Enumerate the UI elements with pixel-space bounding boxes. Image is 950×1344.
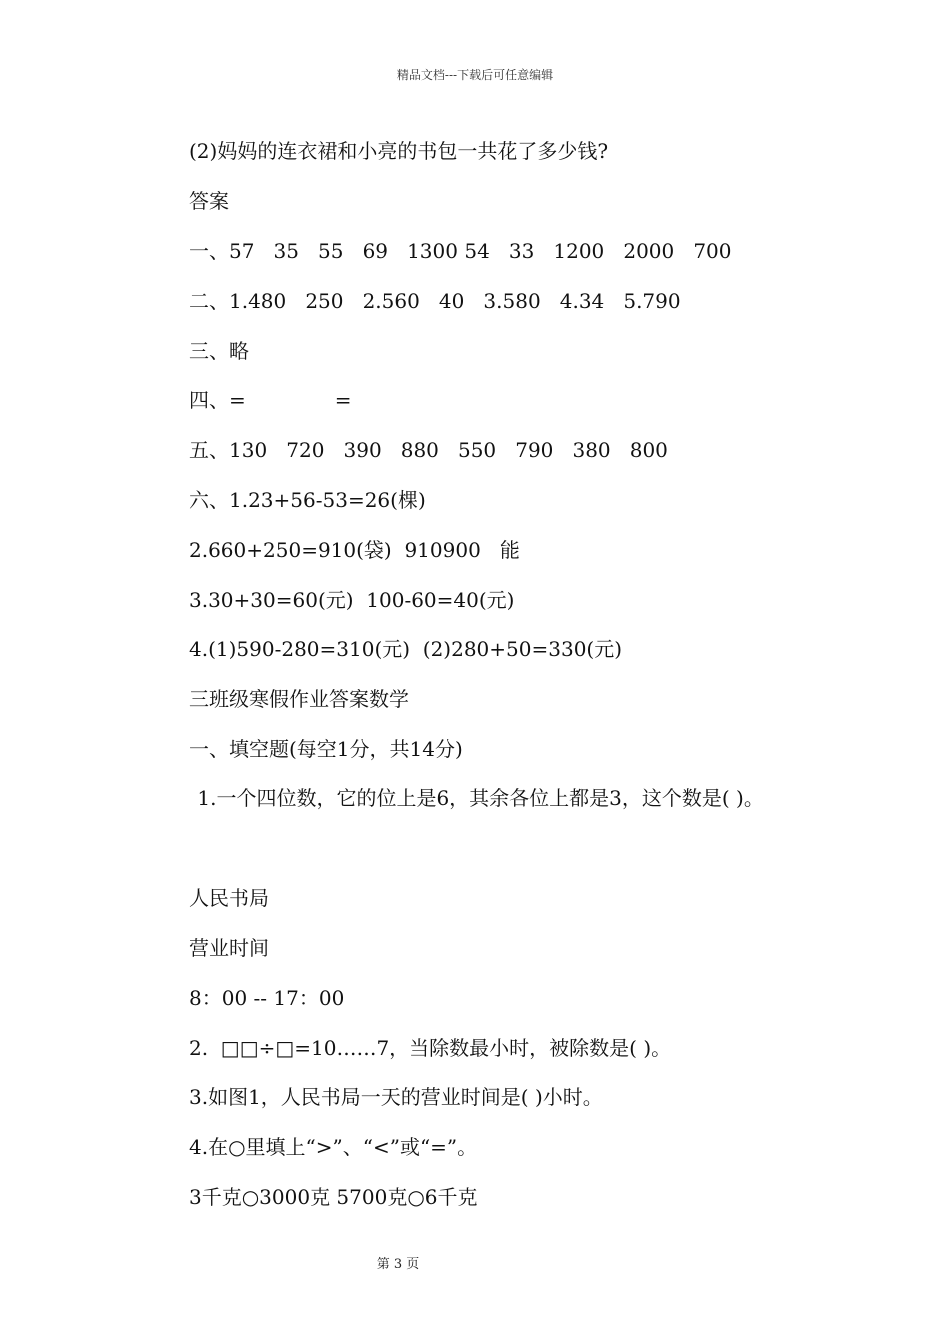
answer-line: 一、57 35 55 69 1300 54 33 1200 2000 700 bbox=[189, 239, 732, 263]
answer-line: 三、略 bbox=[189, 339, 249, 363]
figure-text: 8：00 -- 17：00 bbox=[189, 986, 345, 1010]
answer-line: 2.660+250=910(袋) 910900 能 bbox=[189, 538, 520, 562]
question-line: (2)妈妈的连衣裙和小亮的书包一共花了多少钱? bbox=[189, 139, 609, 163]
question-line: 4.在○里填上“>”、“<”或“=”。 bbox=[189, 1135, 478, 1159]
answer-line: 六、1.23+56-53=26(棵) bbox=[189, 488, 426, 512]
question-line: 3.如图1，人民书局一天的营业时间是( )小时。 bbox=[189, 1085, 603, 1109]
question-paragraph: 1.一个四位数，它的位上是6，其余各位上都是3，这个数是( )。 bbox=[191, 786, 764, 810]
figure-text: 营业时间 bbox=[189, 936, 269, 960]
question-line: 2. □□÷□=10……7，当除数最小时，被除数是( )。 bbox=[189, 1036, 672, 1060]
answer-line: 4.(1)590-280=310(元) (2)280+50=330(元) bbox=[189, 637, 623, 661]
question-line: 3千克○3000克 5700克○6千克 bbox=[189, 1185, 478, 1209]
page-header: 精品文档---下载后可任意编辑 bbox=[396, 68, 554, 82]
answer-line: 二、1.480 250 2.560 40 3.580 4.34 5.790 bbox=[189, 289, 681, 313]
section-heading: 一、填空题(每空1分，共14分) bbox=[189, 737, 463, 761]
answer-line: 五、130 720 390 880 550 790 380 800 bbox=[189, 438, 668, 462]
answer-line: 四、= = bbox=[189, 388, 352, 412]
figure-text: 人民书局 bbox=[189, 886, 269, 910]
section-title: 三班级寒假作业答案数学 bbox=[189, 687, 409, 711]
page-number: 第 3 页 bbox=[376, 1257, 420, 1272]
answer-line: 3.30+30=60(元) 100-60=40(元) bbox=[189, 588, 515, 612]
answer-heading: 答案 bbox=[189, 189, 229, 213]
